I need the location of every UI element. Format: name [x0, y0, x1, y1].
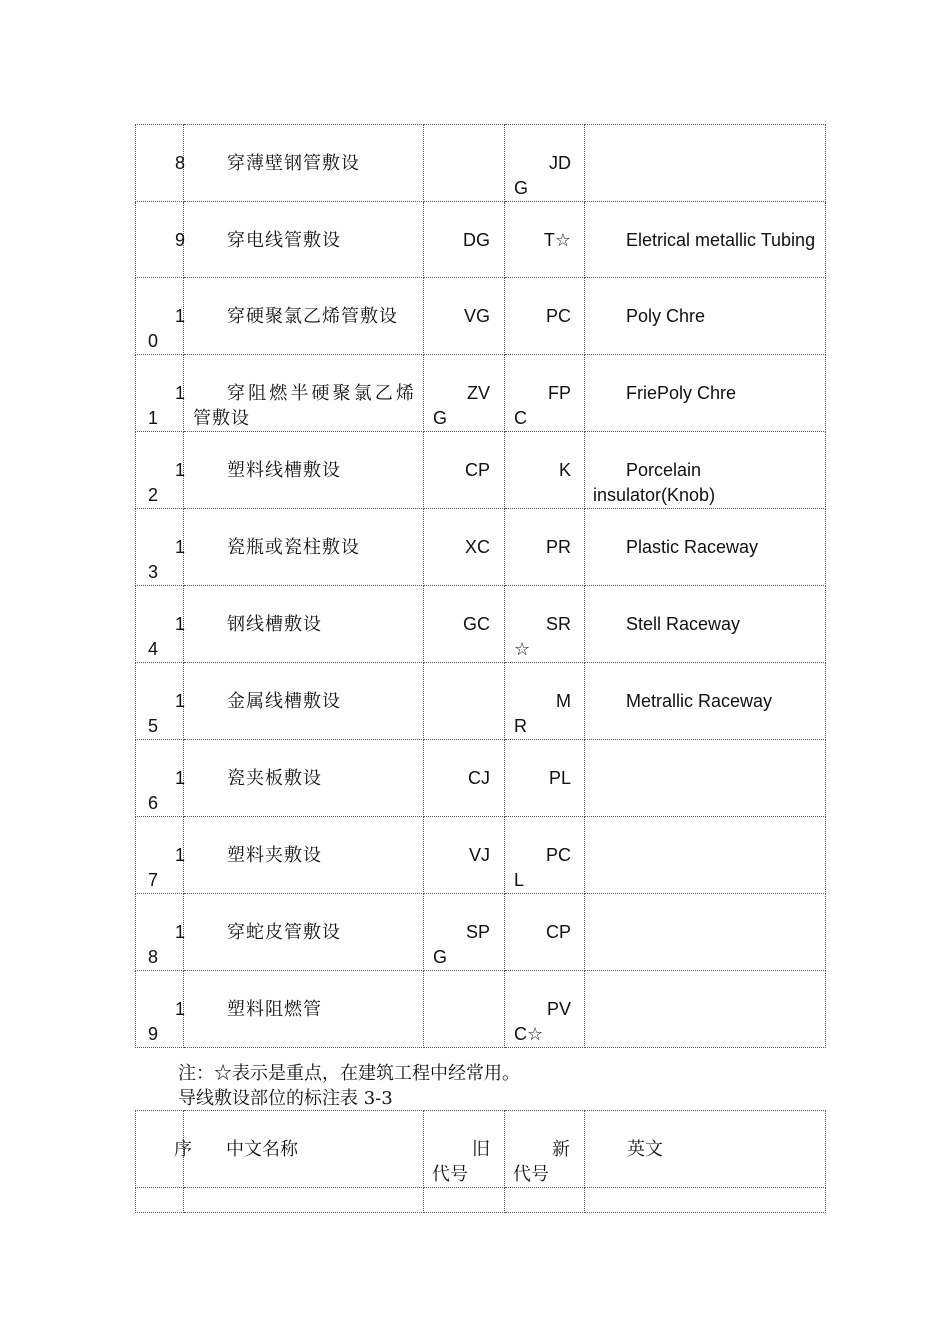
chinese-name: 穿蛇皮管敷设 [227, 922, 341, 943]
cell-chinese-name [184, 355, 424, 432]
row-number-line1: 1 [174, 922, 185, 942]
chinese-name: 瓷瓶或瓷柱敷设 [227, 537, 360, 558]
cell-no [136, 740, 184, 817]
cell-old-code [424, 202, 505, 278]
row-number-line2: 9 [148, 1024, 159, 1044]
english-name [585, 125, 825, 151]
old-code-line1: VJ [468, 845, 490, 865]
english-name: Porcelain insulator(Knob) [593, 460, 716, 505]
old-code-line1: SP [465, 922, 490, 942]
cell-chinese-name [184, 894, 424, 971]
table-caption: 导线敷设部位的标注表 3-3 [178, 1088, 393, 1109]
cell-chinese-name [184, 202, 424, 278]
header-name [184, 1111, 424, 1188]
empty-cell [136, 1188, 184, 1213]
table-row-empty [136, 1188, 826, 1213]
cell-old-code [424, 740, 505, 817]
table-row [136, 586, 826, 663]
cell-chinese-name [184, 586, 424, 663]
cell-no [136, 355, 184, 432]
new-code-line1: JD [549, 153, 571, 173]
cell-old-code [424, 894, 505, 971]
row-number-line2: 4 [148, 639, 159, 659]
cell-old-code [424, 432, 505, 509]
new-code-line1: FP [547, 383, 571, 403]
row-number-line2: 2 [148, 485, 159, 505]
cell-chinese-name [184, 509, 424, 586]
cell-new-code [505, 278, 585, 355]
cell-old-code [424, 278, 505, 355]
header-old-code [424, 1111, 505, 1188]
old-code-line1: VG [463, 306, 490, 326]
row-number-line2: 6 [148, 793, 159, 813]
table-row [136, 125, 826, 202]
cell-old-code [424, 817, 505, 894]
cell-no [136, 894, 184, 971]
row-number-line1: 1 [174, 460, 185, 480]
header-old-code-line1: 旧 [472, 1139, 490, 1160]
cell-no [136, 663, 184, 740]
chinese-name: 穿阻燃半硬聚氯乙烯管敷设 [193, 383, 415, 429]
chinese-name: 穿电线管敷设 [227, 230, 341, 251]
english-name: Plastic Raceway [626, 537, 759, 557]
new-code-line2: C [514, 408, 527, 428]
new-code-line2: R [514, 716, 527, 736]
cell-english [585, 586, 826, 663]
table-row [136, 509, 826, 586]
new-code-line1: T☆ [543, 230, 571, 250]
row-number-line1: 1 [174, 537, 185, 557]
old-code-line1: CP [464, 460, 490, 480]
new-code-line1: SR [545, 614, 571, 634]
cell-no [136, 432, 184, 509]
table-row [136, 740, 826, 817]
table-note: 注：☆表示是重点，在建筑工程中经常用。 [178, 1063, 520, 1084]
new-code-line2: L [514, 870, 525, 890]
chinese-name: 穿薄壁钢管敷设 [227, 153, 360, 174]
row-number-line2: 3 [148, 562, 159, 582]
chinese-name: 钢线槽敷设 [227, 614, 322, 635]
new-code-line2: G [514, 178, 529, 198]
cell-english [585, 202, 826, 278]
cell-new-code [505, 740, 585, 817]
chinese-name: 塑料阻燃管 [227, 999, 322, 1020]
row-number-line1: 1 [174, 306, 185, 326]
table-row [136, 663, 826, 740]
cell-english [585, 817, 826, 894]
header-english [585, 1111, 826, 1188]
row-number-line1: 1 [174, 845, 185, 865]
cell-no [136, 971, 184, 1048]
row-number-line2: 7 [148, 870, 159, 890]
row-number-line1: 1 [174, 614, 185, 634]
english-name: Poly Chre [626, 306, 706, 326]
cell-old-code [424, 586, 505, 663]
cell-new-code [505, 663, 585, 740]
cell-chinese-name [184, 278, 424, 355]
cell-new-code [505, 432, 585, 509]
table-row [136, 355, 826, 432]
table-row [136, 278, 826, 355]
header-new-code-line2: 代号 [513, 1164, 549, 1185]
cell-chinese-name [184, 971, 424, 1048]
old-code-line1: ZV [466, 383, 490, 403]
english-name [585, 817, 825, 843]
header-english-label: 英文 [627, 1139, 663, 1160]
cell-old-code [424, 355, 505, 432]
chinese-name: 穿硬聚氯乙烯管敷设 [227, 306, 398, 327]
cell-chinese-name [184, 432, 424, 509]
old-code-line2: G [433, 408, 448, 428]
table-header-row [136, 1111, 826, 1188]
wiring-location-table [135, 1110, 826, 1213]
new-code-line1: K [558, 460, 571, 480]
cell-english [585, 740, 826, 817]
table-row [136, 432, 826, 509]
row-number-line1: 1 [174, 999, 185, 1019]
empty-cell [184, 1188, 424, 1213]
english-name: Stell Raceway [626, 614, 741, 634]
new-code-line1: M [556, 691, 571, 711]
wiring-method-table [135, 124, 826, 1048]
table-row [136, 817, 826, 894]
english-name: Eletrical metallic Tubing [626, 230, 816, 250]
new-code-line2: C☆ [514, 1024, 544, 1044]
chinese-name: 金属线槽敷设 [227, 691, 341, 712]
header-no-label: 序 [174, 1139, 192, 1160]
header-new-code [505, 1111, 585, 1188]
cell-new-code [505, 894, 585, 971]
cell-new-code [505, 125, 585, 202]
row-number-line1: 1 [174, 768, 185, 788]
cell-new-code [505, 586, 585, 663]
old-code-line1: DG [463, 230, 490, 250]
table-row [136, 894, 826, 971]
header-new-code-label [505, 1111, 584, 1187]
cell-old-code [424, 509, 505, 586]
row-number-line2: 5 [148, 716, 159, 736]
header-new-code-line1: 新 [552, 1139, 570, 1160]
cell-no [136, 125, 184, 202]
cell-new-code [505, 509, 585, 586]
header-name-label: 中文名称 [226, 1139, 298, 1160]
new-code-line1: CP [545, 922, 571, 942]
english-name [585, 740, 825, 766]
cell-english [585, 971, 826, 1048]
cell-english [585, 125, 826, 202]
new-code-line2: ☆ [514, 639, 531, 659]
cell-no [136, 202, 184, 278]
old-code-line2: G [433, 947, 448, 967]
new-code-line1: PC [545, 306, 571, 326]
cell-no [136, 817, 184, 894]
table-row [136, 971, 826, 1048]
chinese-name: 塑料线槽敷设 [227, 460, 341, 481]
english-name [585, 894, 825, 920]
english-name: FriePoly Chre [626, 383, 737, 403]
new-code-line1: PL [548, 768, 571, 788]
cell-no [136, 278, 184, 355]
header-old-code-line2: 代号 [432, 1164, 468, 1185]
row-number-line2: 8 [148, 947, 159, 967]
cell-english [585, 663, 826, 740]
old-code-line1: XC [464, 537, 490, 557]
cell-new-code [505, 971, 585, 1048]
row-number-line1: 1 [174, 383, 185, 403]
cell-english [585, 355, 826, 432]
cell-new-code [505, 817, 585, 894]
empty-cell [424, 1188, 505, 1213]
row-number-line1: 1 [174, 691, 185, 711]
chinese-name: 瓷夹板敷设 [227, 768, 322, 789]
empty-cell [505, 1188, 585, 1213]
header-old-code-label [424, 1111, 504, 1187]
cell-english [585, 894, 826, 971]
row-number-line2: 1 [148, 408, 159, 428]
row-number-line1: 8 [174, 153, 185, 173]
cell-english [585, 509, 826, 586]
cell-chinese-name [184, 740, 424, 817]
table-row [136, 202, 826, 278]
cell-chinese-name [184, 817, 424, 894]
cell-no [136, 586, 184, 663]
old-code-line1: CJ [468, 768, 490, 788]
header-no [136, 1111, 192, 1188]
cell-new-code [505, 202, 585, 278]
cell-chinese-name [184, 125, 424, 202]
cell-english [585, 278, 826, 355]
cell-old-code [424, 125, 505, 202]
cell-no [136, 509, 184, 586]
cell-new-code [505, 355, 585, 432]
new-code-line1: PC [545, 845, 571, 865]
cell-old-code [424, 971, 505, 1048]
row-number-line2: 0 [148, 331, 159, 351]
cell-old-code [424, 663, 505, 740]
cell-english [585, 432, 826, 509]
cell-chinese-name [184, 663, 424, 740]
new-code-line1: PR [545, 537, 571, 557]
empty-cell [585, 1188, 826, 1213]
chinese-name: 塑料夹敷设 [227, 845, 322, 866]
row-number-line1: 9 [174, 230, 185, 250]
new-code-line1: PV [546, 999, 571, 1019]
english-name: Metrallic Raceway [626, 691, 773, 711]
old-code-line1: GC [463, 614, 490, 634]
english-name [585, 971, 825, 997]
